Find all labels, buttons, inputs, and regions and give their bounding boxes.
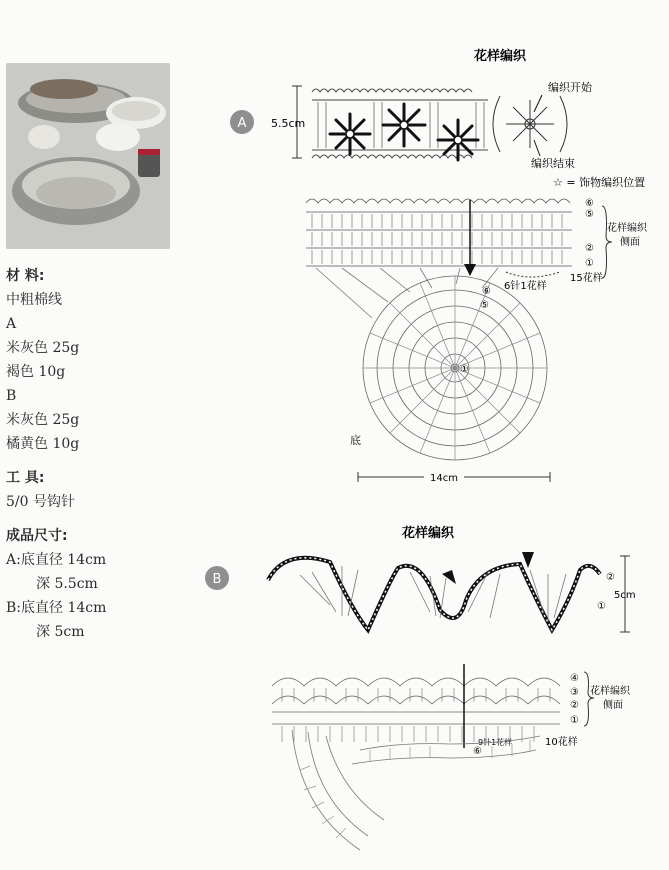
materials-heading: 材 料: [6,268,45,284]
b-edge-row-2: ② [606,572,615,583]
b-pattern-count: 10花样 [545,737,578,748]
b-start-arrow [522,552,534,568]
section-a-marker-label: A [237,116,247,131]
b-bottom-ticks [300,740,530,838]
a-side-label-1: 花样编织 [607,223,647,234]
section-b-title: 花样编织 [402,526,455,541]
a-start-arrow [464,264,476,276]
size-b-diameter: B:底直径 14cm [6,600,107,616]
a-bottom-radial-stitches [363,276,547,460]
b-edge-row-1: ① [597,601,606,612]
variant-a-label: A [6,316,17,332]
variant-b-label: B [6,388,17,404]
b-side-brace [584,672,594,726]
tools-heading: 工 具: [6,470,45,486]
size-a-depth: 深 5.5cm [36,576,98,592]
b-color-2: 橘黄色 10g [6,436,80,452]
b-round-6: ⑥ [473,746,482,757]
a-round-5: ⑤ [480,300,489,311]
a-width-label: 14cm [430,473,458,484]
a-side-label-2: 侧面 [620,237,640,248]
knit-end-label: 编织结束 [531,157,575,170]
size-a-diameter: A:底直径 14cm [6,552,107,568]
knit-start-label: 编织开始 [548,81,592,94]
size-heading: 成品尺寸: [6,528,68,544]
b-height-label: 5cm [614,590,636,601]
b-side-row-2: ② [570,700,579,711]
section-a-title: 花样编织 [474,49,527,64]
a-fan-lines [316,268,498,318]
a-round-1: ① [460,364,469,375]
hook-size: 5/0 号钩针 [6,494,75,510]
a-color-1: 米灰色 25g [6,340,80,356]
yarn-type: 中粗棉线 [6,292,62,308]
b-color-1: 米灰色 25g [6,412,80,428]
b-side-label-2: 侧面 [603,700,623,711]
star-flower-3 [438,120,478,160]
a-stitch-label: 6针1花样 [504,281,547,292]
a-bottom-label: 底 [350,434,361,447]
b-end-arrow [442,570,456,584]
b-side-row-4: ④ [570,673,579,684]
star-note: ☆ = 饰物编织位置 [553,176,646,189]
a-side-brace [602,206,612,278]
star-flower-1 [330,114,370,154]
b-wave-edge [268,558,600,630]
size-b-depth: 深 5cm [36,624,85,640]
b-stitch-label: 9针1花样 [478,738,513,747]
section-b-marker-label: B [212,572,222,587]
b-side-row-3: ③ [570,687,579,698]
b-side-row-1: ① [570,715,579,726]
a-side-stitch-ticks [312,214,562,264]
a-row-2: ② [585,243,594,254]
b-bottom-arc [292,730,540,850]
a-color-2: 褐色 10g [6,364,66,380]
star-flower-2 [383,104,425,146]
a-row-1: ① [585,258,594,269]
a-row-6: ⑥ [585,198,594,209]
a-pattern-count: 15花样 [570,273,603,284]
motif-diagram [493,95,567,156]
b-side-pattern [272,678,560,724]
b-side-label-1: 花样编织 [590,686,630,697]
a-round-6: ⑥ [482,286,491,297]
a-row-5: ⑤ [585,209,594,220]
a-height-label: 5.5cm [271,117,306,130]
